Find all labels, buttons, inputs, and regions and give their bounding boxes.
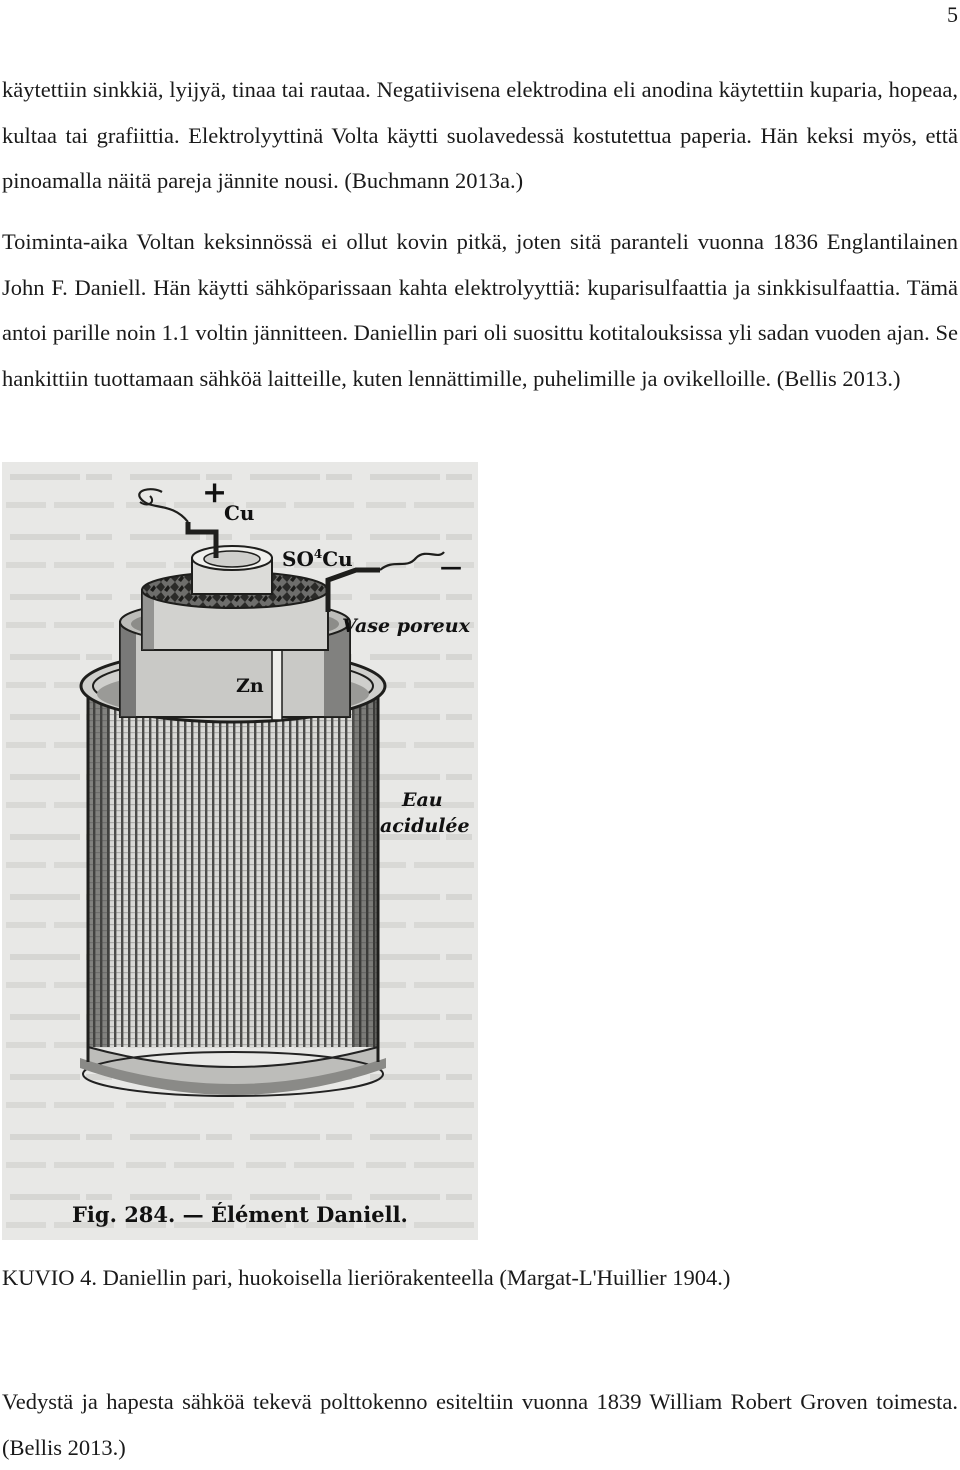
engraving-caption: Fig. 284. — Élément Daniell. [72,1202,408,1227]
so4cu-prefix: SO [282,547,314,571]
minus-label: — [440,554,462,580]
figure-caption: KUVIO 4. Daniellin pari, huokoisella lieriörakenteella (Margat-L'Huillier 1904.) [2,1265,731,1290]
eau-label: Eau [402,789,443,811]
plus-label: + [202,475,228,510]
paragraph-2: Toiminta-aika Voltan keksinnössä ei ollut kovin pitkä, joten sitä paranteli vuonna 1836 Englantilainen John F. Daniell. Hän käytti sähköparissaan kahta elektrolyyttiä: kuparisulfaattia ja sinkkisulfaattia. Tämä antoi parille noin 1.1 voltin jännitteen. Daniellin pari oli suosittu kotitalouksissa yli sadan vuoden ajan. Se hankittiin tuottamaan sähköä laitteille, kuten lennättimille, puhelimille ja ovikelloille. (Bellis 2013.) [2,229,958,391]
daniell-cell-figure [2,462,478,1240]
glass-jar [80,687,386,1096]
acidulee-label: acidulée [380,815,470,837]
cu-label: Cu [224,501,255,525]
zn-label: Zn [236,675,264,697]
daniell-cell-illustration [2,462,478,1240]
vase-label: Vase poreux [342,615,470,637]
copper-cylinder [192,546,272,594]
so4cu-suffix: Cu [322,547,353,571]
page-number: 5 [947,2,958,27]
paragraph-3: Vedystä ja hapesta sähköä tekevä polttokenno esiteltiin vuonna 1839 William Robert Groven toimesta. (Bellis 2013.) [2,1389,958,1460]
paragraph-1: käytettiin sinkkiä, lyijyä, tinaa tai rautaa. Negatiivisena elektrodina eli anodina käytettiin kuparia, hopeaa, kultaa tai grafiittia. Elektrolyyttinä Volta käytti suolavedessä kostutettua paperia. Hän keksi myös, että pinoamalla näitä pareja jännite nousi. (Buchmann 2013a.) [2,77,958,194]
so4cu-sup: 4 [313,547,323,561]
